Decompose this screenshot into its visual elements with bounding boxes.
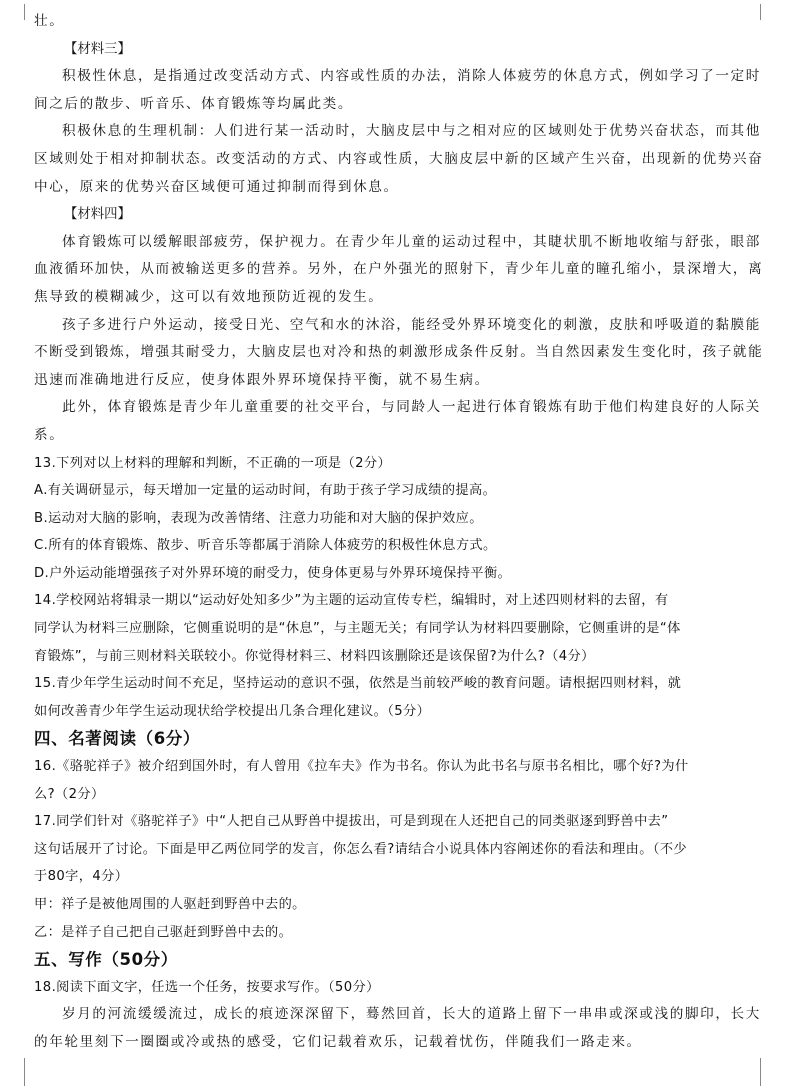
question-13-option-a: A.有关调研显示，每天增加一定量的运动时间，有助于孩子学习成绩的提高。: [34, 483, 497, 499]
page-content: [34, 8, 770, 1057]
material-3-p2-line2: 区域则处于相对抑制状态。改变活动的方式、内容或性质，大脑皮层中新的区域产生兴奋，出现新的优势兴奋: [34, 150, 764, 167]
material-3-label: 【材料三】: [64, 41, 131, 57]
question-14-line1: 14.学校网站将辑录一期以“运动好处知多少”为主题的运动宣传专栏，编辑时，对上述四则材料的去留，有: [34, 593, 669, 609]
question-15-line1: 15.青少年学生运动时间不充足，坚持运动的意识不强，依然是当前较严峻的教育问题。请根据四则材料，就: [34, 676, 682, 692]
material-4-p3-line1: 此外，体育锻炼是青少年儿童重要的社交平台，与同龄人一起进行体育锻炼有助于他们构建良好的人际关: [62, 399, 761, 416]
material-4-p1-line1: 体育锻炼可以缓解眼部疲劳，保护视力。在青少年儿童的运动过程中，其睫状肌不断地收缩与舒张，眼部: [62, 233, 761, 250]
crop-mark-top-left: [24, 4, 25, 20]
material-3-p1-line1: 积极性休息，是指通过改变活动方式、内容或性质的办法，消除人体疲劳的休息方式，例如学习了一定时: [62, 68, 761, 85]
crop-mark-bottom-right: [760, 1058, 761, 1086]
top-fragment: 壮。: [34, 13, 65, 29]
material-4-p2-line3: 迅速而准确地进行反应，使身体跟外界环境保持平衡，就不易生病。: [34, 371, 490, 388]
question-13-stem: 13.下列对以上材料的理解和判断，不正确的一项是（2分）: [34, 455, 392, 471]
question-13-option-d: D.户外运动能增强孩子对外界环境的耐受力，使身体更易与外界环境保持平衡。: [34, 565, 512, 581]
question-14-line3: 育锻炼”，与前三则材料关联较小。你觉得材料三、材料四该删除还是该保留?为什么?（4分）: [34, 648, 595, 664]
material-4-p2-line2: 不断受到锻炼，增强其耐受力，大脑皮层也对冷和热的刺激形成条件反射。当自然因素发生变化时，孩子就能: [34, 344, 764, 361]
section-4-heading: 四、名著阅读（6分）: [34, 729, 200, 749]
question-13-option-c: C.所有的体育锻炼、散步、听音乐等都属于消除人体疲劳的积极性休息方式。: [34, 538, 497, 554]
question-18-stem: 18.阅读下面文字，任选一个任务，按要求写作。（50分）: [34, 979, 380, 995]
question-15-line2: 如何改善青少年学生运动现状给学校提出几条合理化建议。（5分）: [34, 703, 431, 719]
material-4-label: 【材料四】: [64, 207, 131, 223]
question-16-line1: 16.《骆驼祥子》被介绍到国外时，有人曾用《拉车夫》作为书名。你认为此书名与原书名相比，哪个好?为什: [34, 759, 689, 775]
material-4-p1-line3: 焦导致的模糊减少，这可以有效地预防近视的发生。: [34, 288, 384, 305]
material-3-p2-line1: 积极休息的生理机制：人们进行某一活动时，大脑皮层中与之相对应的区域则处于优势兴奋状态，而其他: [62, 123, 761, 140]
question-17-line2: 这句话展开了讨论。下面是甲乙两位同学的发言，你怎么看?请结合小说具体内容阐述你的看法和理由。（不少: [34, 841, 687, 857]
material-4-p3-line2: 系。: [34, 426, 65, 443]
question-17-student-jia: 甲：祥子是被他周围的人驱赶到野兽中去的。: [34, 897, 306, 912]
material-4-p1-line2: 血液循环加快，从而被输送更多的营养。另外，在户外强光的照射下，青少年儿童的瞳孔缩小，景深增大，离: [34, 261, 764, 278]
material-3-p1-line2: 间之后的散步、听音乐、体育锻炼等均属此类。: [34, 95, 354, 112]
question-16-line2: 么?（2分）: [34, 786, 105, 802]
question-18-passage-line1: 岁月的河流缓缓流过，成长的痕迹深深留下，蓦然回首，长大的道路上留下一串串或深或浅的脚印，长大: [62, 1006, 761, 1023]
question-14-line2: 同学认为材料三应删除，它侧重说明的是“休息”，与主题无关；有同学认为材料四要删除，它侧重讲的是“体: [34, 621, 681, 637]
material-3-p2-line3: 中心，原来的优势兴奋区域便可通过抑制而得到休息。: [34, 178, 399, 195]
section-5-heading: 五、写作（50分）: [34, 950, 178, 970]
crop-mark-bottom-left: [24, 1058, 25, 1086]
question-17-line3: 于80字，4分）: [34, 869, 129, 885]
question-17-line1: 17.同学们针对《骆驼祥子》中“人把自己从野兽中提拔出，可是到现在人还把自己的同类驱逐到野兽中去”: [34, 814, 669, 830]
material-4-p2-line1: 孩子多进行户外运动，接受日光、空气和水的沐浴，能经受外界环境变化的刺激，皮肤和呼吸道的黏膜能: [62, 316, 761, 333]
question-18-passage-line2: 的年轮里刻下一圈圈或冷或热的感受，它们记载着欢乐，记载着忧伤，伴随我们一路走来。: [34, 1033, 642, 1050]
question-13-option-b: B.运动对大脑的影响，表现为改善情绪、注意力功能和对大脑的保护效应。: [34, 510, 483, 526]
question-17-student-yi: 乙：是祥子自己把自己驱赶到野兽中去的。: [34, 924, 293, 940]
